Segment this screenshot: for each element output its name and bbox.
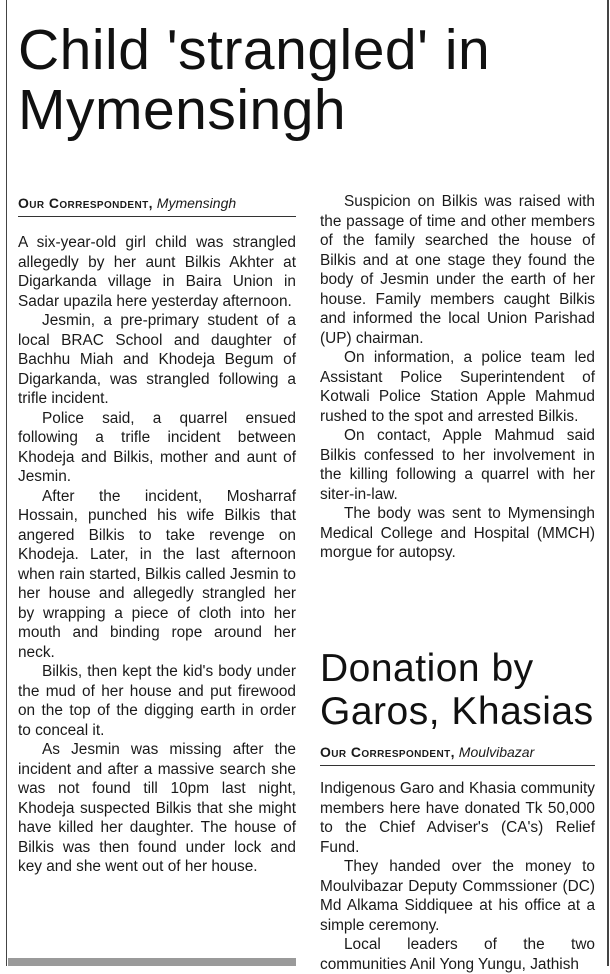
byline-story1: [18, 194, 296, 217]
story1-column-1: [18, 233, 296, 877]
article-paragraph: Bilkis, then kept the kid's body under the mud of her house and put firewood on the top of the digging earth in order to conceal it.: [18, 663, 296, 739]
bottom-gray-bar: [8, 958, 296, 966]
article-paragraph: Local leaders of the two communities Anil Yong Yungu, Jathish: [320, 936, 595, 973]
article-paragraph: After the incident, Mosharraf Hossain, punched his wife Bilkis that angered Bilkis to take revenge on Khodeja. Later, in the last afternoon when rain started, Bilkis called Jesmin to her house and allegedly strangled her by wrapping a piece of cloth into her mouth and binding rope around her neck.: [18, 487, 296, 661]
byline-name: Our Correspondent,: [18, 195, 153, 211]
article-paragraph: On information, a police team led Assistant Police Superintendent of Kotwali Police Station Apple Mahmud rushed to the spot and arrested Bilkis.: [320, 349, 595, 425]
story2-column: [320, 779, 595, 974]
byline-place: Moulvibazar: [458, 744, 535, 760]
donation-headline: Donation by Garos, Khasias: [320, 647, 594, 733]
article-paragraph: Jesmin, a pre-primary student of a local BRAC School and daughter of Bachhu Miah and Khodeja Begum of Digarkanda, was strangled following a trifle incident.: [18, 312, 296, 407]
byline-story2: [320, 743, 595, 766]
article-paragraph: Suspicion on Bilkis was raised with the passage of time and other members of the family searched the house of Bilkis and at one stage they found the body of Jesmin under the earth of her house. Family members caught Bilkis and informed the local Union Parishad (UP) chairman.: [320, 193, 595, 347]
article-paragraph: The body was sent to Mymensingh Medical College and Hospital (MMCH) morgue for autopsy.: [320, 505, 595, 561]
byline-name: Our Correspondent,: [320, 744, 455, 760]
article-paragraph: A six-year-old girl child was strangled allegedly by her aunt Bilkis Akhter at Digarkanda village in Baira Union in Sadar upazila here yesterday afternoon.: [18, 234, 296, 310]
story1-column-2: [320, 192, 595, 563]
right-page-edge-rule: [607, 0, 609, 966]
main-headline: Child 'strangled' in Mymensingh: [18, 18, 491, 142]
article-paragraph: Police said, a quarrel ensued following a trifle incident between Khodeja and Bilkis, mother and aunt of Jesmin.: [18, 409, 296, 485]
article-paragraph: As Jesmin was missing after the incident and after a massive search she was not found till 10pm last night, Khodeja suspected Bilkis that she might have killed her daughter. The house of Bilkis was then found under lock and key and she went out of her house.: [18, 741, 296, 875]
byline-place: Mymensingh: [156, 195, 237, 211]
left-column-rule: [6, 0, 7, 966]
article-paragraph: Indigenous Garo and Khasia community members here have donated Tk 50,000 to the Chief Adviser's (CA's) Relief Fund.: [320, 780, 595, 856]
article-paragraph: On contact, Apple Mahmud said Bilkis confessed to her involvement in the killing following a quarrel with her siter-in-law.: [320, 427, 595, 503]
article-paragraph: They handed over the money to Moulvibazar Deputy Commssioner (DC) Md Alkama Siddiquee at his office at a simple ceremony.: [320, 858, 595, 934]
